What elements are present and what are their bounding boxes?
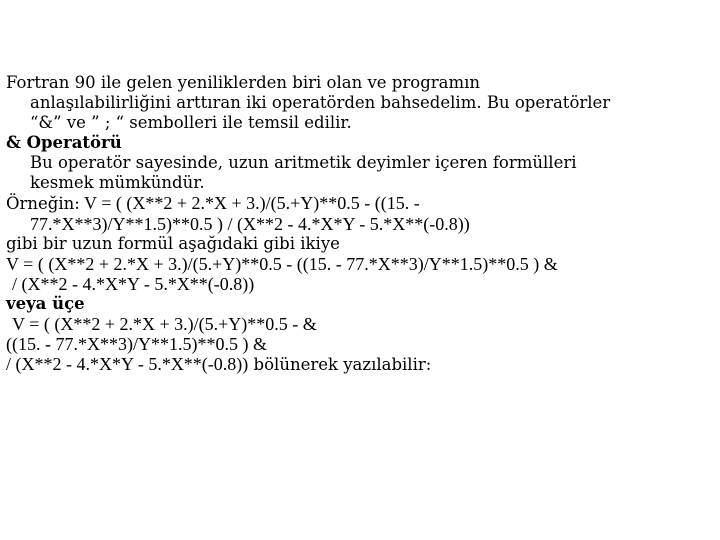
example-label: Örneğin: xyxy=(6,194,80,213)
split-three-line-2: ((15. - 77.*X**3)/Y**1.5)**0.5 ) & xyxy=(6,334,267,354)
split-two-line-2: / (X**2 - 4.*X*Y - 5.*X**(-0.8)) xyxy=(12,274,255,294)
split-three-suffix: bölünerek yazılabilir: xyxy=(248,355,432,374)
split-three-line-3 xyxy=(6,354,712,375)
intro-line-3: “&” ve ” ; “ sembolleri ile temsil edilir. xyxy=(30,113,352,132)
split-three-line-1: V = ( (X**2 + 2.*X + 3.)/(5.+Y)**0.5 - & xyxy=(12,314,317,334)
split-three-formula: / (X**2 - 4.*X*Y - 5.*X**(-0.8)) xyxy=(6,354,249,374)
split-three-label: veya üçe xyxy=(6,294,85,313)
split-two-label: gibi bir uzun formül aşağıdaki gibi ikiye xyxy=(6,234,340,253)
intro-line-2: anlaşılabilirliğini arttıran iki operatörden bahsedelim. Bu operatörler xyxy=(30,93,611,112)
example-formula-part-2: 77.*X**3)/Y**1.5)**0.5 ) / (X**2 - 4.*X*Y - 5.*X**(-0.8)) xyxy=(30,214,470,234)
split-two-line-1: V = ( (X**2 + 2.*X + 3.)/(5.+Y)**0.5 - ((15. - 77.*X**3)/Y**1.5)**0.5 ) & xyxy=(6,254,558,274)
description-line-1: Bu operatör sayesinde, uzun aritmetik deyimler içeren formülleri xyxy=(30,153,577,172)
text-body xyxy=(6,73,712,375)
description-line-2: kesmek mümkündür. xyxy=(30,173,205,192)
example-line-1 xyxy=(6,193,712,214)
example-formula-part-1: V = ( (X**2 + 2.*X + 3.)/(5.+Y)**0.5 - ((15. - xyxy=(79,193,420,213)
intro-line-1: Fortran 90 ile gelen yeniliklerden biri olan ve programın xyxy=(6,73,481,92)
section-heading: & Operatörü xyxy=(6,133,122,152)
